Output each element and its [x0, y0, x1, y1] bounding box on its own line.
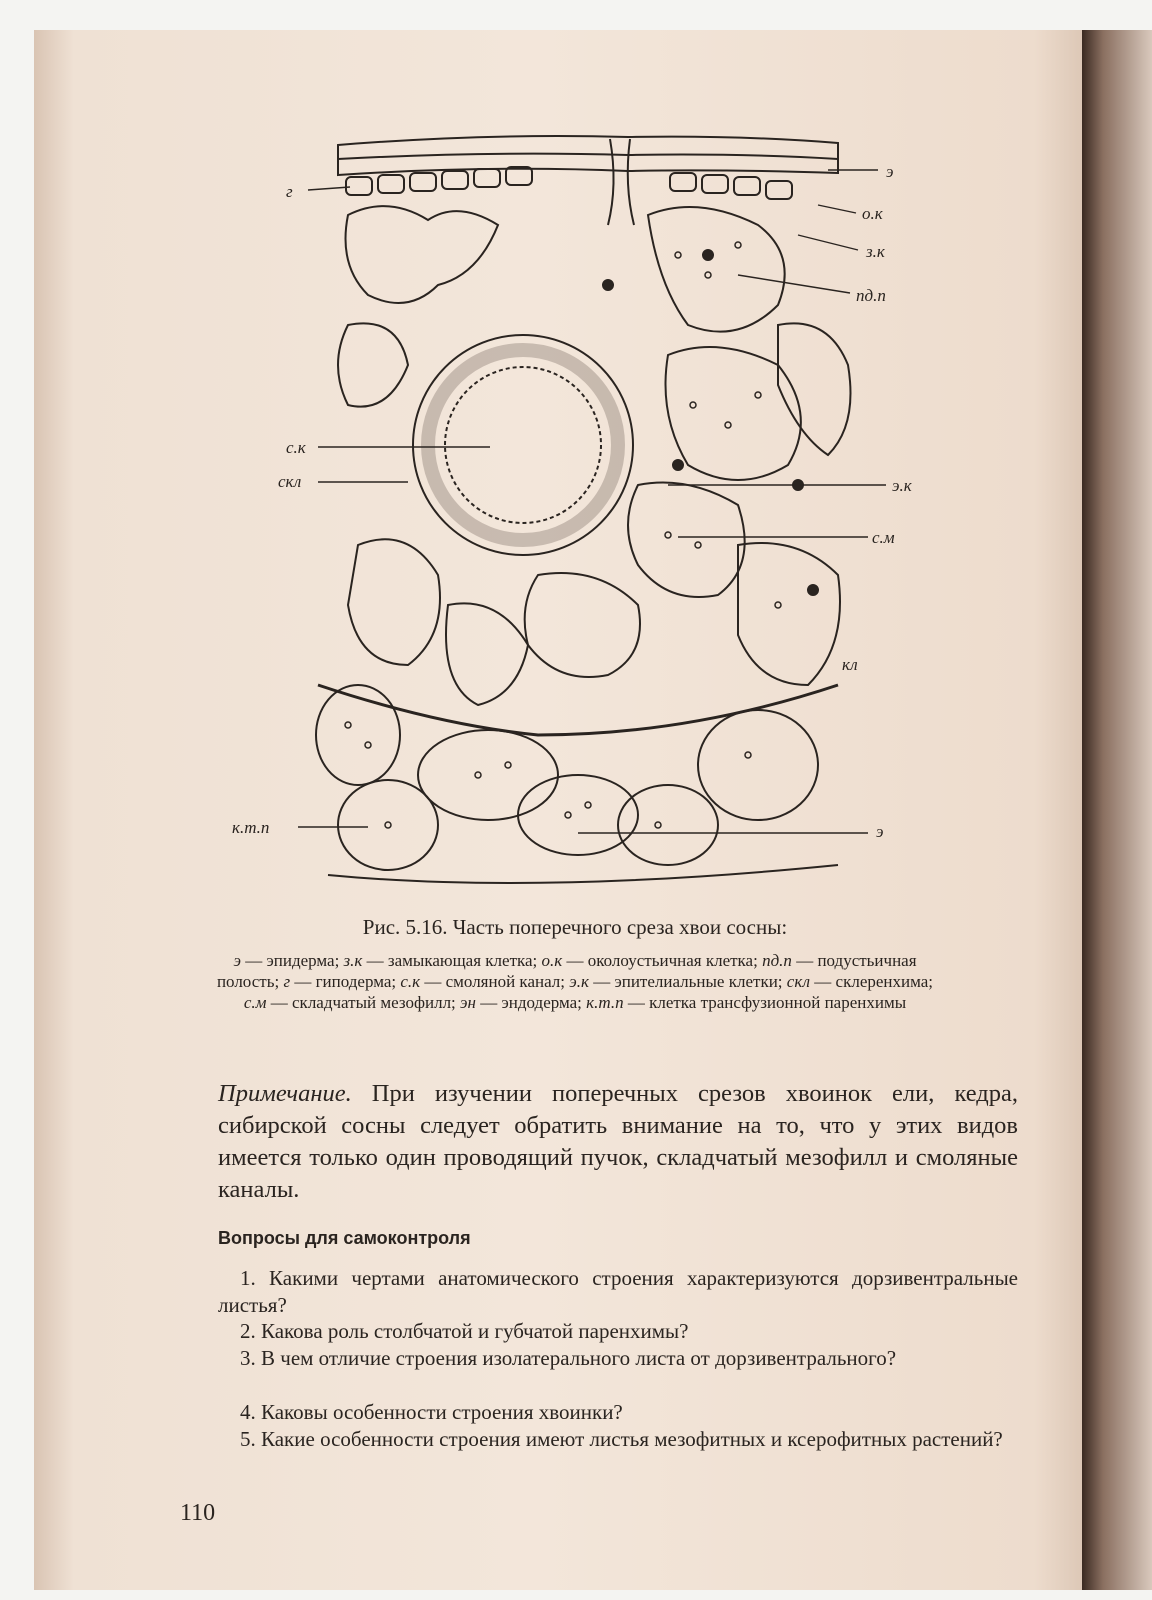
page-number: 110 — [180, 1500, 216, 1526]
label-ek: э.к — [892, 476, 912, 495]
label-sk: с.к — [286, 438, 306, 457]
question-1: 1. Какими чертами анатомического строения характеризуются дорзивентральные листья? — [218, 1266, 1018, 1317]
label-ok: о.к — [862, 204, 883, 223]
figure-caption-title: Рис. 5.16. Часть поперечного среза хвои сосны: — [362, 915, 788, 939]
label-ktp: к.т.п — [232, 818, 270, 837]
label-g: г — [286, 182, 293, 201]
questions-heading: Вопросы для самоконтроля — [218, 1228, 471, 1248]
label-pdp: пд.п — [856, 286, 886, 305]
question-2: 2. Какова роль столбчатой и губчатой паренхимы? — [240, 1319, 689, 1343]
label-kl: кл — [842, 655, 858, 674]
label-sm: с.м — [872, 528, 895, 547]
question-5: 5. Какие особенности строения имеют листья мезофитных и ксерофитных растений? — [240, 1427, 1003, 1451]
question-3: 3. В чем отличие строения изолатерального листа от дорзивентрального? — [240, 1346, 897, 1370]
figure-caption-legend: э — эпидерма; з.к — замыкающая клетка; о.к — околоустьичная клетка; пд.п — подустьичная полость; г — гиподерма; с.к — смоляной канал; э.к — эпителиальные клетки; скл — склеренхима; с.м — складчатый мезофилл; эн — эндодерма; к.т.п — клетка трансфузионной паренхимы — [216, 951, 934, 1012]
label-skl: скл — [278, 472, 302, 491]
question-4: 4. Каковы особенности строения хвоинки? — [240, 1400, 623, 1424]
legend-abbr: э — [233, 951, 241, 970]
next-page-shadow — [1082, 30, 1152, 1590]
stomata — [608, 139, 634, 225]
label-e-bottom: э — [876, 822, 884, 841]
label-zk: з.к — [866, 242, 885, 261]
note-paragraph — [218, 1078, 1018, 1206]
label-e-top: э — [886, 162, 894, 181]
pine-needle-cross-section-figure — [232, 125, 918, 905]
note-label: Примечание. — [218, 1080, 352, 1107]
note-text: При изучении поперечных срезов хвоинок ели, кедра, сибирской сосны следует обратить внимание на то, что у этих видов имеется только один проводящий пучок, складчатый мезофилл и смоляные каналы. — [218, 1080, 1018, 1203]
transfusion-parenchyma — [316, 685, 838, 883]
